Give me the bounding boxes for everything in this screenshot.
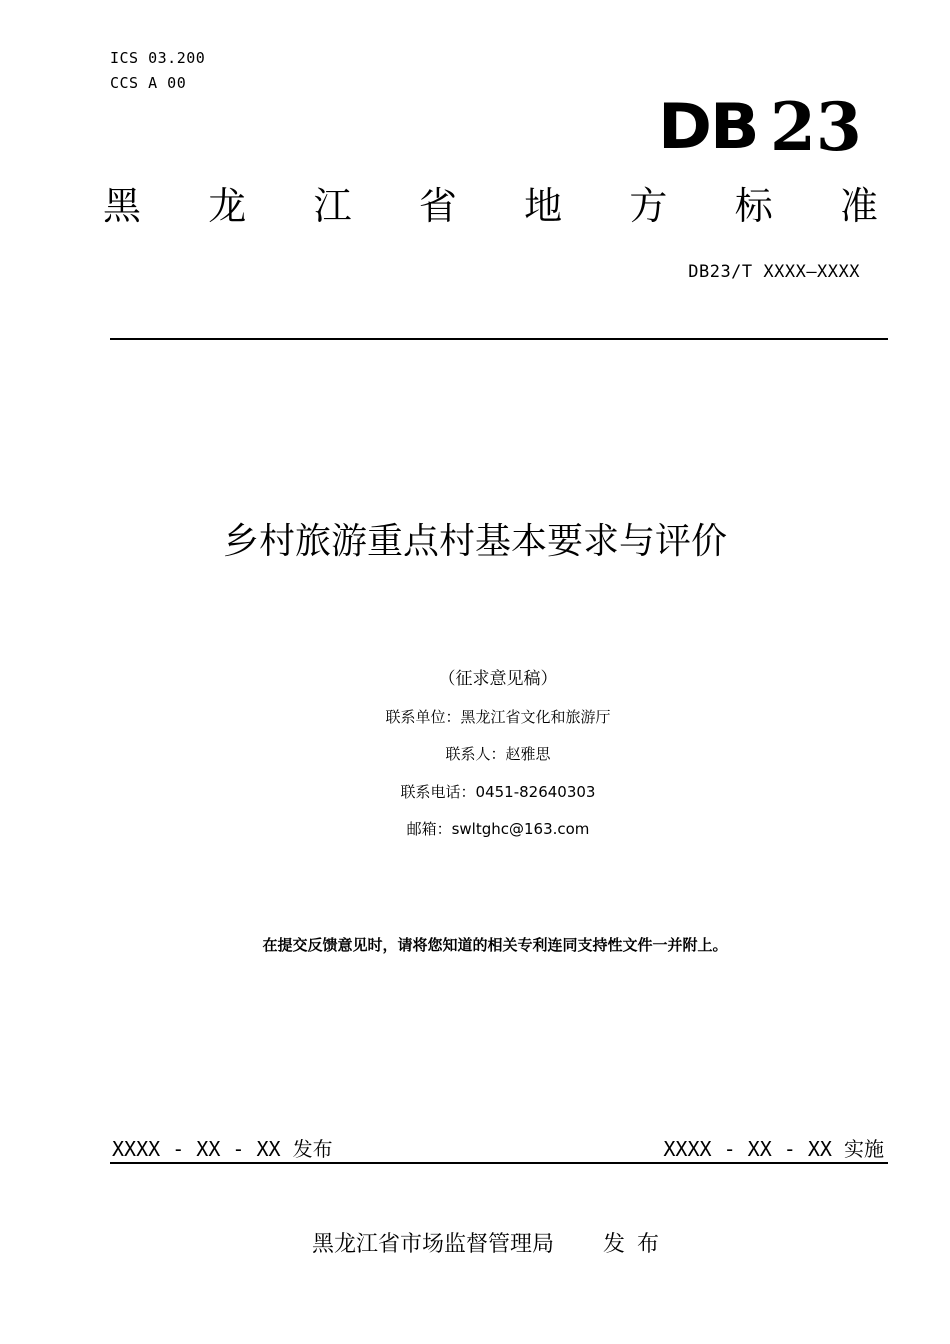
standard-type-char: 江 <box>313 184 352 228</box>
standard-type-char: 标 <box>734 184 773 228</box>
header-divider <box>110 338 888 340</box>
standard-code: DB23/T XXXX—XXXX <box>688 262 860 282</box>
draft-label: （征求意见稿） <box>438 669 558 689</box>
contact-email: 邮箱：swltghc@163.com <box>406 820 590 838</box>
standard-type-heading <box>103 183 878 229</box>
release-date: XXXX - XX - XX 发布 <box>112 1137 333 1161</box>
document-title: 乡村旅游重点村基本要求与评价 <box>222 521 727 562</box>
ics-code: ICS 03.200 <box>110 49 206 67</box>
contact-unit: 联系单位：黑龙江省文化和旅游厅 <box>385 708 611 726</box>
ccs-code: CCS A 00 <box>110 74 187 92</box>
standard-type-char: 龙 <box>208 184 247 228</box>
implement-date: XXXX - XX - XX 实施 <box>663 1137 884 1161</box>
logo-number: 23 <box>770 88 862 166</box>
logo-prefix: DB <box>658 90 758 163</box>
standard-type-char: 准 <box>839 184 878 228</box>
db23-logo <box>658 88 873 166</box>
issuer-action: 发布 <box>603 1232 672 1257</box>
footer-divider <box>110 1162 888 1164</box>
standard-type-char: 地 <box>524 184 563 228</box>
standard-type-char: 黑 <box>103 184 142 228</box>
contact-person: 联系人：赵雅思 <box>445 745 551 763</box>
contact-phone: 联系电话：0451-82640303 <box>400 783 596 801</box>
standard-type-char: 省 <box>418 184 457 228</box>
patent-notice: 在提交反馈意见时，请将您知道的相关专利连同支持性文件一并附上。 <box>262 936 728 954</box>
standard-type-char: 方 <box>629 184 668 228</box>
issuing-authority: 黑龙江省市场监督管理局 <box>312 1232 555 1257</box>
